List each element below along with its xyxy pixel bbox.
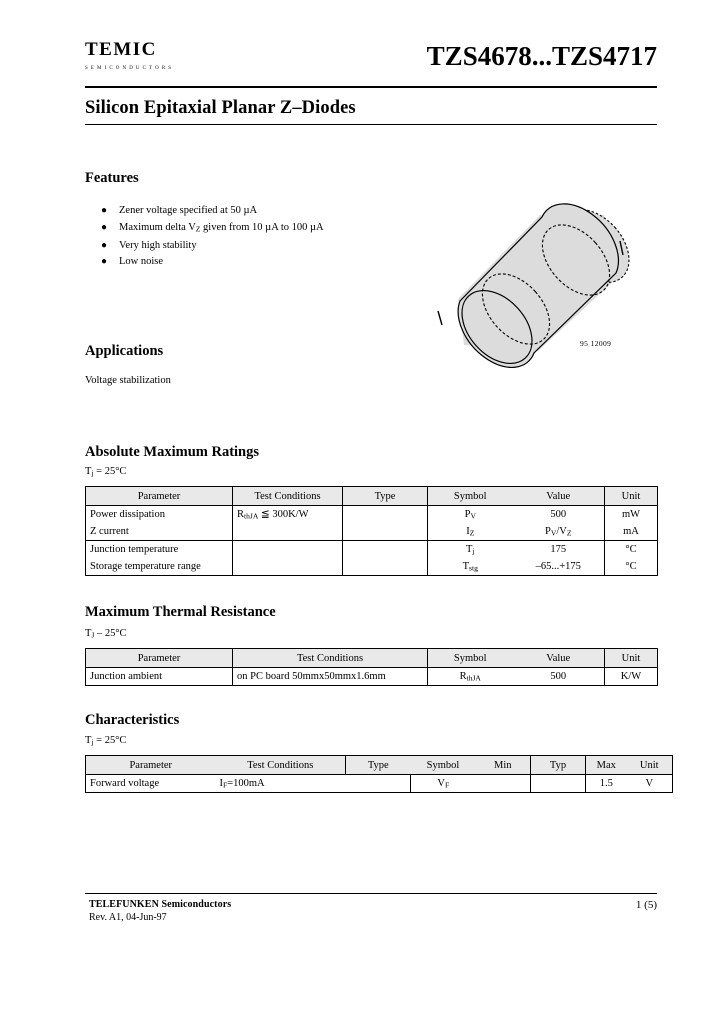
temic-logo: [85, 32, 315, 71]
table-row: [86, 506, 658, 524]
absolute-maximum-ratings-heading: Absolute Maximum Ratings: [85, 444, 260, 460]
cell-parameter: Storage temperature range: [86, 558, 233, 576]
cell-test-conditions: on PC board 50mmx50mmx1.6mm: [233, 668, 428, 686]
footer-divider: [85, 893, 657, 894]
thermal-condition: $T_J - 25^\circ C$: [85, 628, 127, 640]
column-header-symbol: Symbol: [411, 756, 476, 775]
footer-left-block: [89, 899, 231, 923]
column-header-type: Type: [346, 756, 411, 775]
cell-test-conditions: $I_F=100mA$: [216, 775, 346, 793]
cell-unit: mA: [605, 523, 658, 541]
column-header-symbol: Symbol: [428, 487, 513, 506]
table-row: [86, 523, 658, 541]
logo-wordmark: temic: [85, 31, 157, 61]
table-header-row: [86, 487, 658, 506]
thermal-resistance-table: [85, 648, 658, 686]
cell-parameter: Junction temperature: [86, 541, 233, 559]
cell-value: –65...+175: [513, 558, 605, 576]
cell-typ: [531, 775, 586, 793]
cell-unit: mW: [605, 506, 658, 524]
absolute-maximum-ratings-table: [85, 486, 658, 576]
header-divider: [85, 86, 657, 88]
cell-symbol: $P_V$: [464, 508, 476, 521]
column-header-value: Value: [513, 649, 605, 668]
cell-type: [343, 541, 428, 559]
package-drawing-code: 95 12009: [580, 339, 612, 348]
cell-type: [343, 558, 428, 576]
cell-parameter: Forward voltage: [86, 775, 216, 793]
column-header-unit: Unit: [605, 649, 658, 668]
cell-symbol: $R_{thJA}$: [428, 668, 513, 686]
cell-parameter: Power dissipation: [86, 506, 233, 524]
column-header-test-conditions: Test Conditions: [233, 649, 428, 668]
column-header-unit: Unit: [605, 487, 658, 506]
column-header-value: Value: [513, 487, 605, 506]
column-header-typ: Typ: [531, 756, 586, 775]
column-header-type: Type: [343, 487, 428, 506]
bullet-icon: ●: [101, 205, 108, 216]
bullet-icon: ●: [101, 256, 108, 268]
features-heading: Features: [85, 170, 139, 186]
page-title: Silicon Epitaxial Planar Z–Diodes: [85, 98, 356, 118]
feature-text: Zener voltage specified at 50 µA: [119, 205, 258, 216]
title-divider: [85, 124, 657, 125]
thermal-resistance-heading: Maximum Thermal Resistance: [85, 604, 276, 620]
bullet-icon: ●: [101, 239, 108, 251]
cell-symbol: $I_Z$: [428, 523, 513, 541]
cell-max: 1.5: [586, 775, 627, 793]
table-header-row: [86, 756, 673, 775]
amr-condition: $T_j = 25^\circ C$: [85, 466, 127, 478]
cell-unit: V: [627, 775, 673, 793]
cell-symbol: $T_{stg}$: [428, 558, 513, 576]
cell-value: 175: [513, 541, 605, 559]
column-header-test-conditions: Test Conditions: [233, 487, 343, 506]
cell-value: 500: [513, 668, 605, 686]
cell-parameter: Junction ambient: [86, 668, 233, 686]
table-header-row: [86, 649, 658, 668]
melf-package-illustration: [420, 183, 655, 368]
column-header-parameter: Parameter: [86, 649, 233, 668]
page-number: 1 (5): [635, 899, 657, 911]
list-item: [100, 220, 430, 238]
footer-company: TELEFUNKEN Semiconductors: [89, 899, 232, 910]
column-header-parameter: Parameter: [86, 756, 216, 775]
cell-type: [343, 506, 428, 524]
cell-unit: °C: [605, 541, 658, 559]
cell-type: [346, 775, 411, 793]
feature-text: Low noise: [119, 256, 164, 268]
table-row: [86, 541, 658, 559]
column-header-unit: Unit: [627, 756, 673, 775]
cell-unit: K/W: [605, 668, 658, 686]
applications-heading: Applications: [85, 343, 164, 359]
cell-test-conditions: [233, 541, 343, 559]
cell-parameter: Z current: [86, 523, 233, 541]
table-row: [86, 558, 658, 576]
page-header: [85, 32, 657, 84]
cell-test-conditions: [233, 523, 343, 541]
list-item: [100, 254, 430, 271]
cell-value: $P_V/V_Z$: [513, 523, 605, 541]
characteristics-condition: $T_j = 25^\circ C$: [85, 735, 127, 747]
package-drawing: [420, 183, 655, 368]
column-header-parameter: Parameter: [86, 487, 233, 506]
list-item: [100, 238, 430, 255]
cell-symbol: $V_F$: [411, 775, 476, 793]
table-row: [86, 668, 658, 686]
cell-test-conditions: [233, 558, 343, 576]
column-header-max: Max: [586, 756, 627, 775]
characteristics-table: [85, 755, 673, 793]
features-list: [100, 203, 430, 271]
column-header-symbol: Symbol: [428, 649, 513, 668]
cell-test-conditions: $R_{thJA}$ ≦ 300K/W: [233, 506, 343, 524]
part-number-range: TZS4678...TZS4717: [426, 41, 657, 71]
table-row: [86, 775, 673, 793]
cell-value: 500: [513, 506, 605, 524]
feature-text: Maximum delta $V_Z$ given from 10 µA to 100 µA: [119, 221, 324, 234]
logo-tagline: semiconductors: [85, 62, 175, 71]
column-header-min: Min: [476, 756, 531, 775]
applications-text: Voltage stabilization: [85, 375, 171, 386]
cell-unit: °C: [605, 558, 658, 576]
cell-type: [343, 523, 428, 541]
column-header-test-conditions: Test Conditions: [216, 756, 346, 775]
characteristics-heading: Characteristics: [85, 712, 180, 728]
footer-revision: Rev. A1, 04-Jun-97: [89, 912, 167, 923]
bullet-icon: ●: [101, 221, 108, 233]
cell-symbol: $T_j$: [465, 543, 475, 556]
feature-text: Very high stability: [119, 239, 197, 251]
list-item: [100, 203, 430, 220]
cell-min: [476, 775, 531, 793]
